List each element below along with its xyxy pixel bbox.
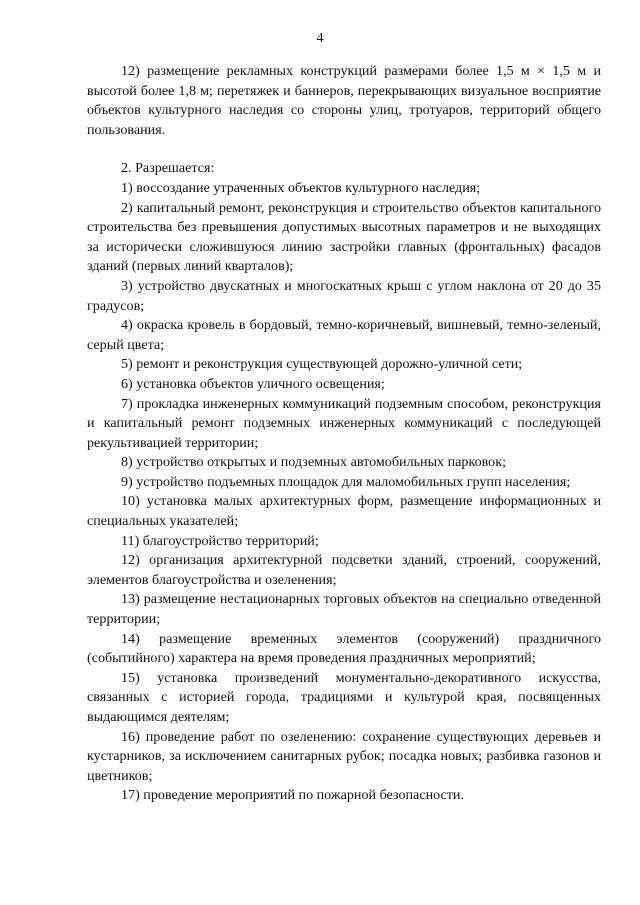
allowed-item: 3) устройство двускатных и многоскатных крыш с углом наклона от 20 до 35 градусов; <box>87 277 601 314</box>
allowed-item: 4) окраска кровель в бордовый, темно-коричневый, вишневый, темно-зеленый, серый цвета; <box>87 317 601 353</box>
allowed-item: 16) проведение работ по озеленению: сохранение существующих деревьев и кустарников, за исключением санитарных рубок; посадка новых; разбивка газонов и цветников; <box>87 728 601 784</box>
allowed-item: 9) устройство подъемных площадок для маломобильных групп населения; <box>121 473 571 490</box>
allowed-item: 13) размещение нестационарных торговых объектов на специально отведенной территории; <box>87 591 601 628</box>
section-2-heading: 2. Разрешается: <box>121 160 215 177</box>
allowed-item: 11) благоустройство территорий; <box>121 532 319 549</box>
allowed-item: 1) воссоздание утраченных объектов культурного наследия; <box>121 179 481 196</box>
allowed-item: 15) установка произведений монументально-декоративного искусства, связанных с историей города, традициями и культурой края, посвященных выдающимся деятелям; <box>87 669 601 725</box>
allowed-item: 7) прокладка инженерных коммуникаций подземным способом, реконструкция и капитальный ремонт подземных инженерных коммуникаций с последующей рекультивацией территории; <box>87 395 601 451</box>
allowed-item: 10) установка малых архитектурных форм, размещение информационных и специальных указателей; <box>87 493 601 530</box>
document-body <box>87 62 601 806</box>
page-number: 4 <box>316 31 324 46</box>
allowed-item: 6) установка объектов уличного освещения; <box>121 375 385 392</box>
allowed-item: 8) устройство открытых и подземных автомобильных парковок; <box>121 454 506 471</box>
allowed-item: 5) ремонт и реконструкция существующей дорожно-уличной сети; <box>121 356 523 373</box>
allowed-item: 17) проведение мероприятий по пожарной безопасности. <box>121 787 464 804</box>
allowed-item: 14) размещение временных элементов (сооружений) праздничного (событийного) характера на время проведения праздничных мероприятий; <box>87 630 601 667</box>
prohibited-item-12: 12) размещение рекламных конструкций размерами более 1,5 м × 1,5 м и высотой более 1,8 м; перетяжек и баннеров, перекрывающих визуальное восприятие объектов культурного наследия со стороны улиц, тротуаров, территорий общего пользования. <box>87 63 601 138</box>
allowed-item: 2) капитальный ремонт, реконструкция и строительство объектов капитального строительства без превышения допустимых высотных параметров и не выходящих за исторически сложившуюся линию застройки главных (фронтальных) фасадов зданий (первых линий кварталов); <box>87 199 601 275</box>
allowed-item: 12) организация архитектурной подсветки зданий, строений, сооружений, элементов благоустройства и озеленения; <box>87 552 601 588</box>
